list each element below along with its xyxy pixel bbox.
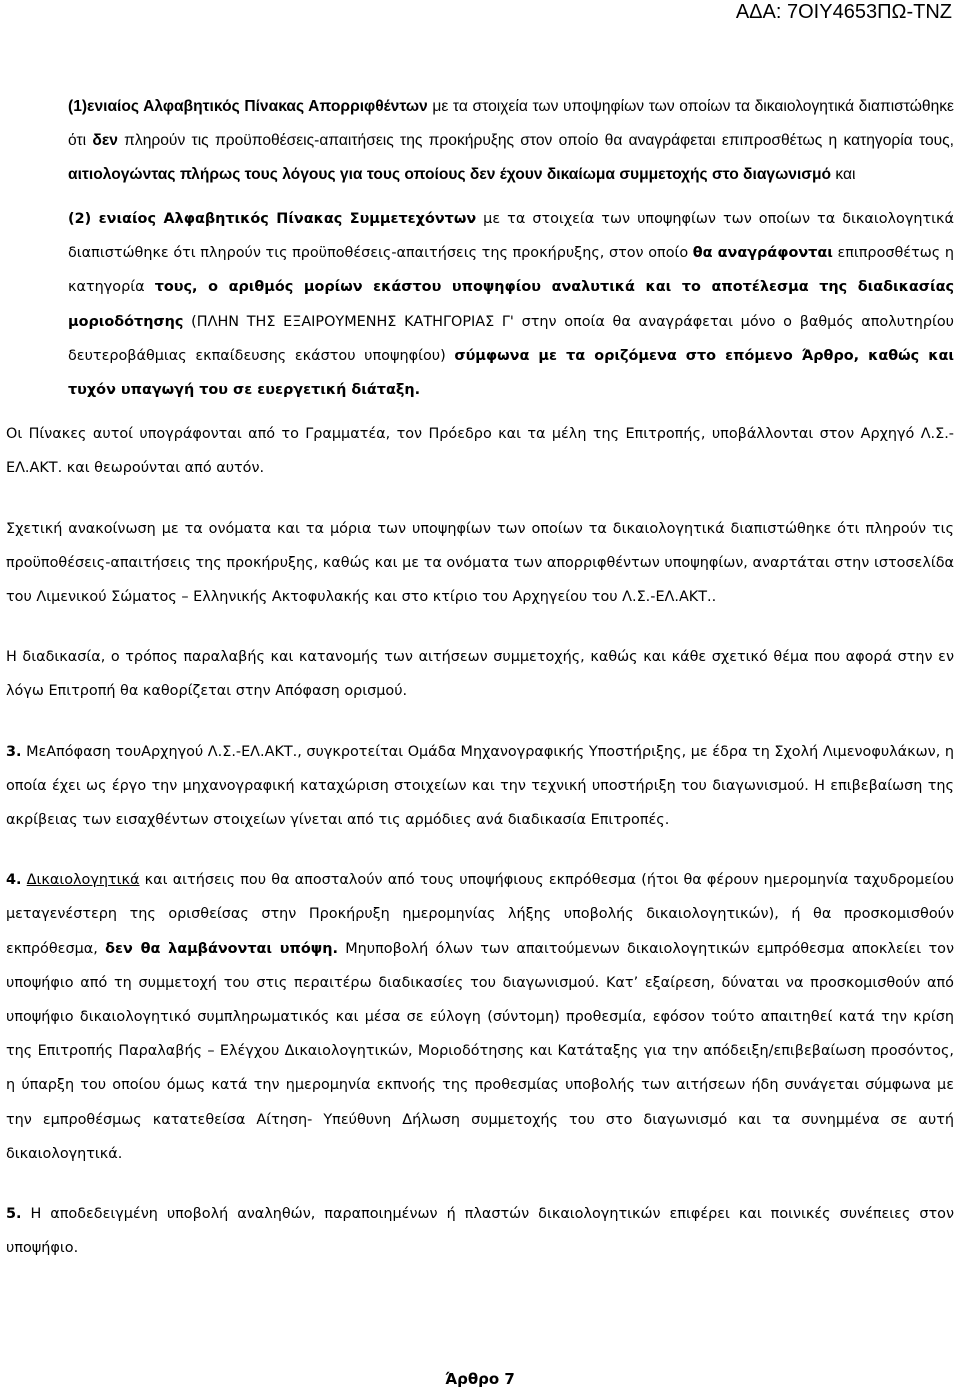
emphasis-not: δεν bbox=[92, 132, 118, 149]
ada-code: ΑΔΑ: 7ΟΙΥ4653ΠΩ-ΤΝΖ bbox=[735, 1, 952, 23]
text-run: Η αποδεδειγμένη υποβολή αναληθών, παραποιημένων ή πλαστών δικαιολογητικών επιφέρει και ποινικές συνέπειες στον υποψήφιο. bbox=[6, 1206, 954, 1257]
text-run: με τα στοιχεία των υποψηφίων των οποίων τα δικαιολογητικά διαπιστώθηκε ότι bbox=[68, 98, 955, 149]
item-number: 4. bbox=[6, 872, 22, 889]
item-number: 5. bbox=[6, 1206, 22, 1223]
emphasis-not-considered: δεν θα λαμβάνονται υπόψη. bbox=[105, 940, 338, 957]
article-heading: Άρθρο 7 bbox=[445, 1370, 515, 1388]
list-item-participants bbox=[6, 202, 954, 407]
item-4 bbox=[6, 863, 954, 1171]
document-body bbox=[6, 90, 954, 1265]
text-run: πληρούν τις προϋποθέσεις-απαιτήσεις της προκήρυξης στον οποίο θα αναγράφεται επιπροσθέτως η κατηγορία τους, bbox=[117, 132, 954, 149]
emphasis-listed: θα αναγράφονται bbox=[692, 245, 833, 262]
text-run: (ΠΛΗΝ ΤΗΣ ΕΞΑΙΡΟΥΜΕΝΗΣ ΚΑΤΗΓΟΡΙΑΣ Γ' στην οποία θα αναγράφεται μόνο ο βαθμός απολυτηρίου δευτεροβάθμιας εκπαίδευσης εκάστου υποψηφίου) bbox=[68, 313, 954, 364]
emphasis-reasons: αιτιολογώντας πλήρως τους λόγους για τους οποίους δεν έχουν δικαίωμα συμμετοχής στο διαγωνισμό bbox=[68, 166, 832, 183]
emphasis-article: σύμφωνα με τα οριζόμενα στο επόμενο Άρθρο, καθώς και τυχόν υπαγωγή του σε ευεργετική διάταξη. bbox=[68, 347, 955, 399]
underlined-word: Δικαιολογητικά bbox=[26, 872, 140, 889]
text-run: με τα στοιχεία των υποψηφίων των οποίων τα δικαιολογητικά διαπιστώθηκε ότι πληρούν τις προϋποθέσεις-απαιτήσεις της προκήρυξης, στον οποίο bbox=[68, 211, 954, 262]
item-3 bbox=[6, 735, 954, 838]
text-run: και bbox=[831, 166, 856, 183]
paragraph-procedure: Η διαδικασία, ο τρόπος παραλαβής και κατανομής των αιτήσεων συμμετοχής, καθώς και κάθε σχετικό θέμα που αφορά στην εν λόγω Επιτροπή θα καθορίζεται στην Απόφαση ορισμού. bbox=[6, 649, 954, 700]
text-run: Μηυποβολή όλων των απαιτούμενων δικαιολογητικών εμπρόθεσμα αποκλείει τον υποψήφιο από τη συμμετοχή του στις περαιτέρω διαδικασίες του διαγωνισμού. Κατ’ εξαίρεση, δύναται να προσκομισθούν από υποψήφιο δικαιολογητικό συμπληρωματικός και μέσα σε εύλογη (σύντομη) προθεσμία, εφόσον τούτο απαιτηθεί κατά την κρίση της Επιτροπής Παραλαβής – Ελέγχου Δικαιολογητικών, Μοριοδότησης και Κατάταξης για την απόδειξη/επιβεβαίωση προσόντος, η ύπαρξη του οποίου όμως κατά την ημερομηνία εκπνοής της προθεσμίας υποβολής των αιτήσεων ήδη συνάγεται σύμφωνα με την εμπροθέσμως κατατεθείσα Αίτηση- Υπεύθυνη Δήλωση συμμετοχής του στο διαγωνισμό και τα συνημμένα σε αυτή δικαιολογητικά. bbox=[6, 940, 954, 1162]
emphasis-points: τους, ο αριθμός μορίων εκάστου υποψηφίου αναλυτικά και το αποτέλεσμα της διαδικασίας μοριοδότησης bbox=[68, 279, 955, 330]
text-run: και αιτήσεις που θα αποσταλούν από τους υποψήφιους εκπρόθεσμα (ήτοι θα φέρουν ημερομηνία ταχυδρομείου μεταγενέστερη της ορισθείσας στην Προκήρυξη ημερομηνίας λήξης υποβολής δικαιολογητικών), ή θα προσκομισθούν εκπρόθεσμα, bbox=[6, 872, 954, 957]
item-number: 3. bbox=[6, 743, 22, 760]
paragraph-announcement: Σχετική ανακοίνωση με τα ονόματα και τα μόρια των υποψηφίων των οποίων τα δικαιολογητικά διαπιστώθηκε ότι πληρούν τις προϋποθέσεις-απαιτήσεις της προκήρυξης, καθώς και με τα ονόματα των απορριφθέντων υποψηφίων, αναρτάται στην ιστοσελίδα του Λιμενικού Σώματος – Ελληνικής Ακτοφυλακής και στο κτίριο του Αρχηγείου του Λ.Σ.-ΕΛ.ΑΚΤ.. bbox=[6, 520, 954, 606]
paragraph-signing: Οι Πίνακες αυτοί υπογράφονται από το Γραμματέα, τον Πρόεδρο και τα μέλη της Επιτροπής, υποβάλλονται στον Αρχηγό Λ.Σ.-ΕΛ.ΑΚΤ. και θεωρούνται από αυτόν. bbox=[6, 426, 954, 477]
participants-table-title: (2) ενιαίος Αλφαβητικός Πίνακας Συμμετεχόντων bbox=[68, 211, 477, 227]
text-run: επιπροσθέτως η κατηγορία bbox=[68, 245, 954, 296]
rejected-table-title: (1)ενιαίος Αλφαβητικός Πίνακας Απορριφθέντων bbox=[68, 98, 428, 115]
item-5 bbox=[6, 1197, 954, 1265]
list-item-rejected bbox=[6, 90, 954, 192]
text-run: ΜεΑπόφαση τουΑρχηγού Λ.Σ.-ΕΛ.ΑΚΤ., συγκροτείται Ομάδα Μηχανογραφικής Υποστήριξης, με έδρα τη Σχολή Λιμενοφυλάκων, η οποία έχει ως έργο την μηχανογραφική καταχώριση στοιχείων και την τεχνική υποστήριξη του διαγωνισμού. Η επιβεβαίωση της ακρίβειας των εισαχθέντων στοιχείων γίνεται από τις αρμόδιες ανά διαδικασία Επιτροπές. bbox=[6, 743, 954, 829]
